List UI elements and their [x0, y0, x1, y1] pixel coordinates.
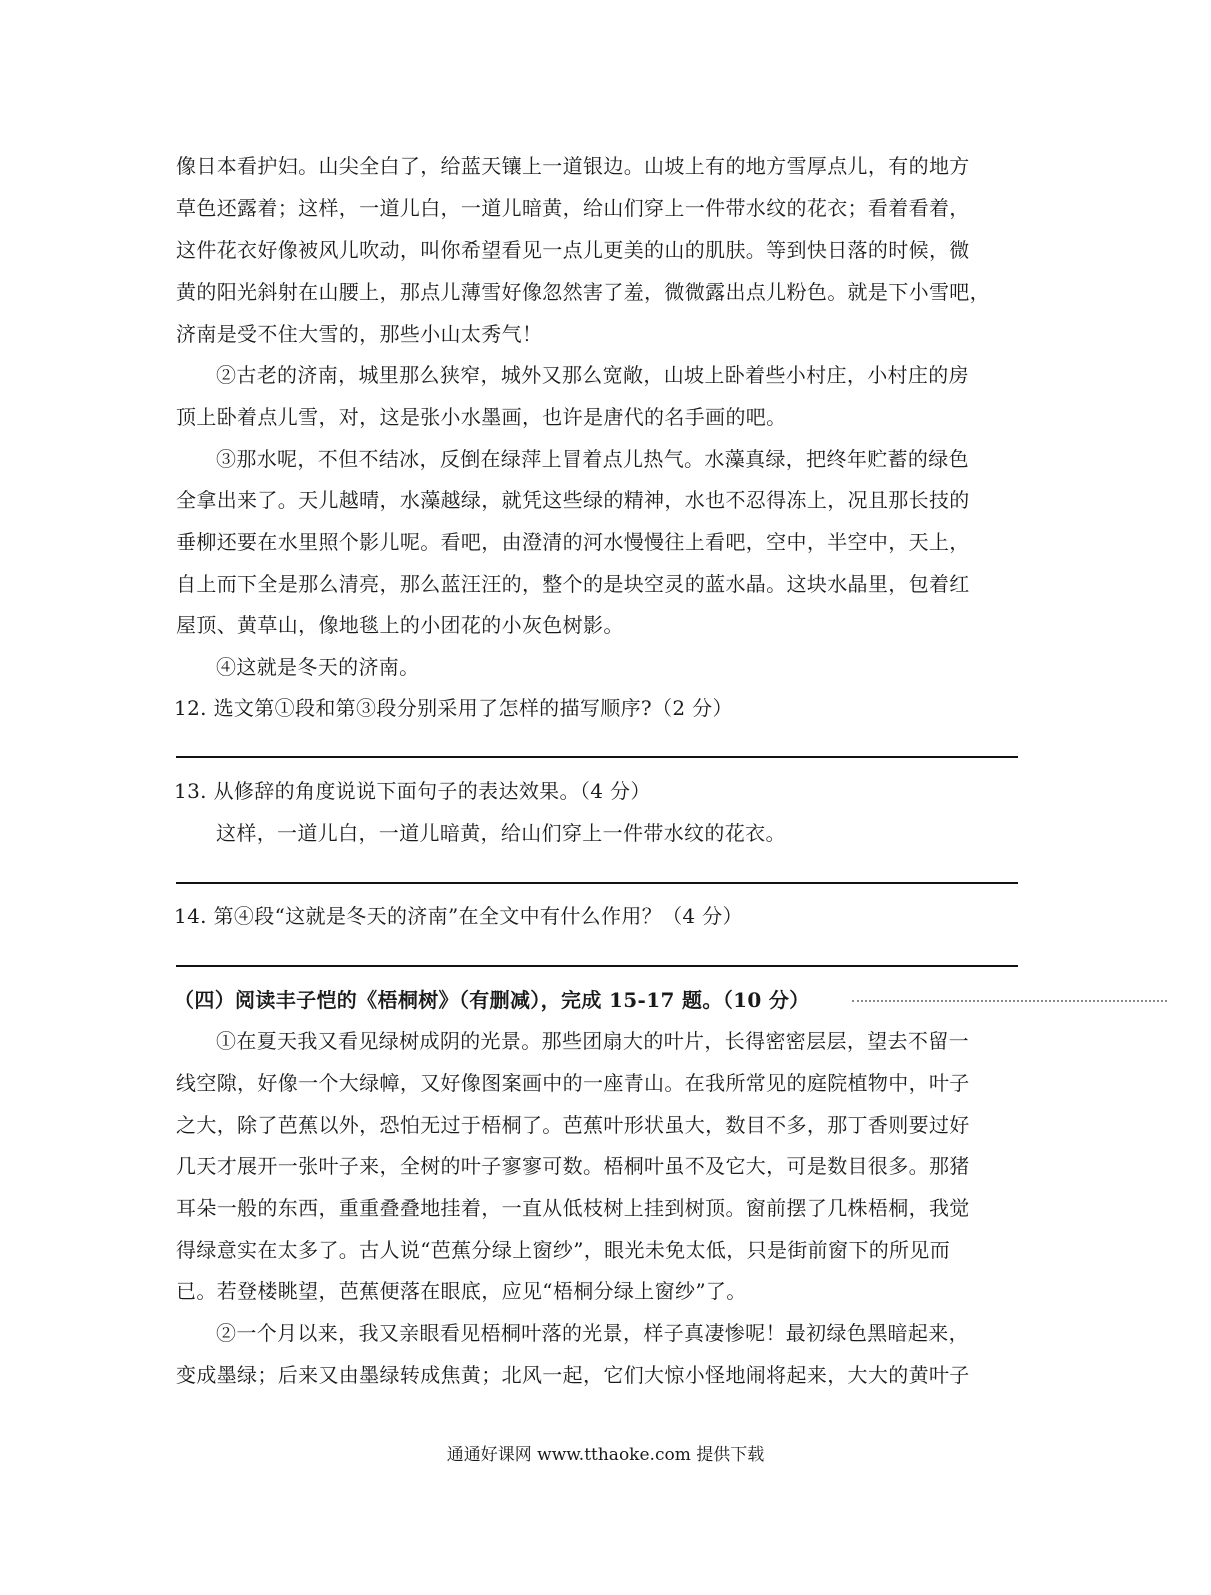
passage-line: 变成墨绿；后来又由墨绿转成焦黄；北风一起，它们大惊小怪地闹将起来，大大的黄叶子: [176, 1363, 970, 1387]
passage-line: ②一个月以来，我又亲眼看见梧桐叶落的光景，样子真凄惨呢！最初绿色黑暗起来，: [216, 1321, 969, 1345]
passage-line: 得绿意实在太多了。古人说“芭蕉分绿上窗纱”，眼光未免太低，只是街前窗下的所见而: [176, 1238, 951, 1262]
passage-line: 济南是受不住大雪的，那些小山太秀气！: [176, 322, 543, 346]
answer-line[interactable]: [176, 756, 1018, 758]
passage-line: 耳朵一般的东西，重重叠叠地挂着，一直从低枝树上挂到树顶。窗前摆了几株梧桐，我觉: [176, 1196, 970, 1220]
passage-line: ②古老的济南，城里那么狭窄，城外又那么宽敞，山坡上卧着些小村庄，小村庄的房: [216, 363, 969, 387]
quoted-sentence: 这样，一道儿白，一道儿暗黄，给山们穿上一件带水纹的花衣。: [216, 821, 786, 845]
passage-line: 像日本看护妇。山尖全白了，给蓝天镶上一道银边。山坡上有的地方雪厚点儿，有的地方: [176, 154, 970, 178]
question-text: 12. 选文第①段和第③段分别采用了怎样的描写顺序?（2 分）: [174, 696, 733, 720]
passage-line: 全拿出来了。天儿越晴，水藻越绿，就凭这些绿的精神，水也不忍得冻上，况且那长技的: [176, 488, 970, 512]
passage-line: 几天才展开一张叶子来，全树的叶子寥寥可数。梧桐叶虽不及它大，可是数目很多。那猪: [176, 1154, 970, 1178]
answer-line[interactable]: [176, 882, 1018, 884]
page-footer: 通通好课网 www.tthaoke.com 提供下载: [446, 1445, 765, 1465]
section-heading: （四）阅读丰子恺的《梧桐树》（有删减），完成 15-17 题。（10 分）: [174, 988, 810, 1012]
passage-line: 黄的阳光斜射在山腰上，那点儿薄雪好像忽然害了羞，微微露出点儿粉色。就是下小雪吧，: [176, 280, 990, 304]
passage-line: 已。若登楼眺望，芭蕉便落在眼底，应见“梧桐分绿上窗纱”了。: [176, 1279, 747, 1303]
passage-line: 草色还露着；这样，一道儿白，一道儿暗黄，给山们穿上一件带水纹的花衣；看着看着，: [176, 196, 970, 220]
passage-line: 屋顶、黄草山，像地毯上的小团花的小灰色树影。: [176, 613, 624, 637]
passage-line: 顶上卧着点儿雪，对，这是张小水墨画，也许是唐代的名手画的吧。: [176, 405, 787, 429]
passage-line: ①在夏天我又看见绿树成阴的光景。那些团扇大的叶片，长得密密层层，望去不留一: [216, 1029, 969, 1053]
passage-line: 垂柳还要在水里照个影儿呢。看吧，由澄清的河水慢慢往上看吧，空中，半空中，天上，: [176, 530, 970, 554]
passage-line: ④这就是冬天的济南。: [216, 655, 420, 679]
passage-line: 线空隙，好像一个大绿幛，又好像图案画中的一座青山。在我所常见的庭院植物中，叶子: [176, 1071, 970, 1095]
answer-line[interactable]: [176, 965, 1018, 967]
passage-line: ③那水呢，不但不结冰，反倒在绿萍上冒着点儿热气。水藻真绿，把终年贮蓄的绿色: [216, 447, 969, 471]
question-text: 13. 从修辞的角度说说下面句子的表达效果。（4 分）: [174, 779, 651, 803]
passage-line: 之大，除了芭蕉以外，恐怕无过于梧桐了。芭蕉叶形状虽大，数目不多，那丁香则要过好: [176, 1113, 970, 1137]
passage-line: 自上而下全是那么清亮，那么蓝汪汪的，整个的是块空灵的蓝水晶。这块水晶里，包着红: [176, 572, 970, 596]
dotted-leader: [852, 1000, 1167, 1002]
passage-line: 这件花衣好像被风儿吹动，叫你希望看见一点儿更美的山的肌肤。等到快日落的时候，微: [176, 238, 970, 262]
question-text: 14. 第④段“这就是冬天的济南”在全文中有什么作用？（4 分）: [174, 904, 743, 928]
